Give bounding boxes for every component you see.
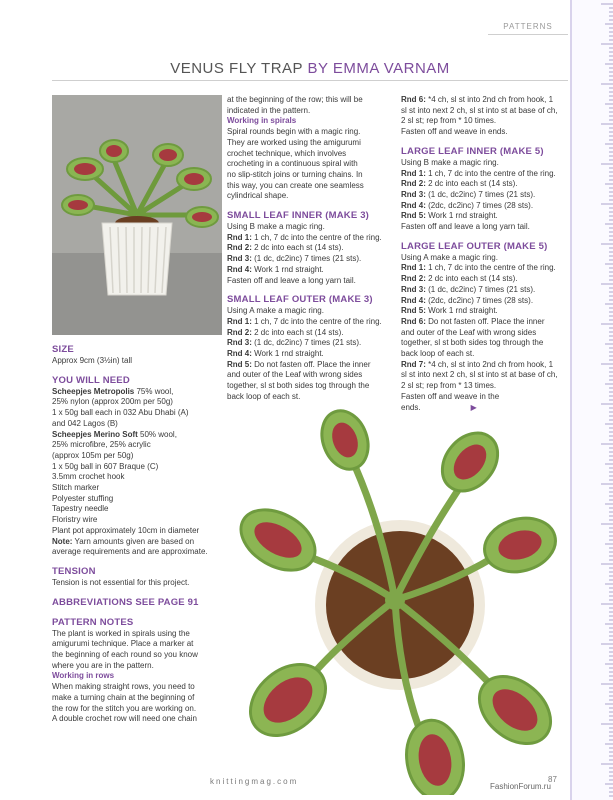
pattern-line: Rnd 2: 2 dc into each st (14 sts). xyxy=(227,327,344,337)
page-number: 87 xyxy=(548,775,557,784)
pattern-line: Using A make a magic ring. xyxy=(227,306,324,316)
material-line: Stitch marker xyxy=(52,483,100,493)
pattern-line: Fasten off and weave in ends. xyxy=(401,127,508,137)
pattern-line: together, sl st both sides tog through the xyxy=(227,381,370,391)
material-line: and 042 Lagos (B) xyxy=(52,418,118,428)
pattern-line: 2 sl st; rep from * 10 times. xyxy=(401,116,497,126)
title-author: EMMA VARNAM xyxy=(332,60,450,77)
pattern-line: Rnd 3: (1 dc, dc2inc) 7 times (21 sts). xyxy=(227,338,362,348)
material-line: Floristry wire xyxy=(52,515,98,525)
pattern-line: back loop of each st. xyxy=(401,349,475,359)
pattern-line: Fasten off and leave a long yarn tail. xyxy=(227,275,356,285)
rows-line: A double crochet row will need one chain xyxy=(52,714,197,724)
spirals-line: They are worked using the amigurumi xyxy=(227,137,361,147)
material-line: 25% microfibre, 25% acrylic xyxy=(52,440,151,450)
material-line: 1 x 50g ball in 607 Braque (C) xyxy=(52,461,159,471)
middle-column xyxy=(227,95,397,403)
intro-line: indicated in the pattern. xyxy=(227,105,311,115)
continue-arrow-icon[interactable]: ▶ xyxy=(470,402,477,412)
pattern-line: and outer of the Leaf with wrong sides xyxy=(401,327,537,337)
material-line: Note: Yarn amounts given are based on xyxy=(52,536,195,546)
pattern-line: Rnd 4: Work 1 rnd straight. xyxy=(227,349,324,359)
pattern-line: Rnd 4: Work 1 rnd straight. xyxy=(227,264,324,274)
rows-line: make a turning chain at the beginning of xyxy=(52,692,195,702)
pattern-line: sl st into next 2 ch, sl st into st at base of ch, xyxy=(401,105,558,115)
pattern-line: Rnd 3: (1 dc, dc2inc) 7 times (21 sts). xyxy=(401,189,536,199)
pattern-line: Rnd 2: 2 dc into each st (14 sts). xyxy=(227,243,344,253)
pattern-line: sl st into next 2 ch, sl st into st at base of ch, xyxy=(401,370,558,380)
pattern-line: Rnd 3: (1 dc, dc2inc) 7 times (21 sts). xyxy=(401,284,536,294)
notes-line: where you are in the pattern. xyxy=(52,660,154,670)
plant-top-view-illustration xyxy=(230,400,570,795)
section-tab: PATTERNS xyxy=(488,22,568,35)
pattern-notes-heading: PATTERN NOTES xyxy=(52,616,134,628)
spirals-line: no slip-stitch joins or turning chains. In xyxy=(227,169,363,179)
pattern-line: Rnd 2: 2 dc into each st (14 sts). xyxy=(401,179,518,189)
page-title xyxy=(52,60,568,81)
title-main: VENUS FLY TRAP xyxy=(170,60,303,77)
size-heading: SIZE xyxy=(52,344,74,355)
spirals-line: crochet technique, which involves xyxy=(227,148,347,158)
notes-line: the beginning of each round so you know xyxy=(52,650,198,660)
pattern-line: Rnd 7: *4 ch, sl st into 2nd ch from hook, 1 xyxy=(401,359,554,369)
material-line: Tapestry needle xyxy=(52,504,109,514)
left-column xyxy=(52,344,222,725)
abbreviations-heading: ABBREVIATIONS SEE PAGE 91 xyxy=(52,596,199,608)
material-line: 3.5mm crochet hook xyxy=(52,472,125,482)
material-line: Plant pot approximately 10cm in diameter xyxy=(52,525,200,535)
size-text: Approx 9cm (3½in) tall xyxy=(52,356,133,365)
large-leaf-inner-heading: LARGE LEAF INNER (MAKE 5) xyxy=(401,145,544,157)
small-leaf-inner-heading: SMALL LEAF INNER (MAKE 3) xyxy=(227,210,370,222)
ruler xyxy=(570,0,613,800)
tension-heading: TENSION xyxy=(52,565,96,577)
pattern-line: Rnd 1: 1 ch, 7 dc into the centre of the ring. xyxy=(227,232,382,242)
pattern-line: Rnd 1: 1 ch, 7 dc into the centre of the ring. xyxy=(227,316,382,326)
pattern-line: Rnd 1: 1 ch, 7 dc into the centre of the ring. xyxy=(401,168,556,178)
pattern-line: Using A make a magic ring. xyxy=(401,252,498,262)
working-in-spirals-heading: Working in spirals xyxy=(227,116,297,126)
pattern-line: Rnd 1: 1 ch, 7 dc into the centre of the ring. xyxy=(401,263,556,273)
pattern-line: Rnd 6: *4 ch, sl st into 2nd ch from hook, 1 xyxy=(401,95,554,104)
spirals-line: this way, you can create one seamless xyxy=(227,180,364,190)
pattern-line: Rnd 4: (2dc, dc2inc) 7 times (28 sts). xyxy=(401,200,534,210)
material-line: 25% nylon (approx 200m per 50g) xyxy=(52,397,173,407)
spirals-line: Spiral rounds begin with a magic ring. xyxy=(227,127,361,137)
tension-text: Tension is not essential for this project. xyxy=(52,577,190,587)
photo-plant-top-view xyxy=(230,400,570,795)
pattern-line: Rnd 5: Work 1 rnd straight. xyxy=(401,211,498,221)
pattern-line: 2 sl st; rep from * 13 times. xyxy=(401,381,497,391)
pattern-line: Rnd 3: (1 dc, dc2inc) 7 times (21 sts). xyxy=(227,254,362,264)
rows-line: When making straight rows, you need to xyxy=(52,682,195,692)
pattern-line: Using B make a magic ring. xyxy=(401,157,499,167)
rows-line: the row for the stitch you are working on. xyxy=(52,703,197,713)
pattern-line: together, sl st both sides tog through the xyxy=(401,338,544,348)
title-by: BY xyxy=(307,60,329,77)
pattern-line: Fasten off and weave in the ends. ▶ xyxy=(401,391,500,412)
small-leaf-outer-heading: SMALL LEAF OUTER (MAKE 3) xyxy=(227,294,373,306)
material-line: Scheepjes Merino Soft 50% wool, xyxy=(52,429,177,439)
pattern-line: and outer of the Leaf with wrong sides xyxy=(227,370,363,380)
pattern-line: Rnd 5: Do not fasten off. Place the inner xyxy=(227,359,371,369)
material-line: (approx 105m per 50g) xyxy=(52,450,134,460)
intro-line: at the beginning of the row; this will be xyxy=(227,95,363,104)
right-column xyxy=(401,95,569,413)
spirals-line: crocheting in a continuous spiral with xyxy=(227,159,358,169)
pattern-line: Rnd 4: (2dc, dc2inc) 7 times (28 sts). xyxy=(401,295,534,305)
pattern-line: Fasten off and leave a long yarn tail. xyxy=(401,222,530,232)
pattern-line: back loop of each st. xyxy=(227,391,301,401)
large-leaf-outer-heading: LARGE LEAF OUTER (MAKE 5) xyxy=(401,240,548,252)
photo-potted-plant xyxy=(52,95,222,335)
material-line: 1 x 50g ball each in 032 Abu Dhabi (A) xyxy=(52,408,189,418)
working-in-rows-heading: Working in rows xyxy=(52,671,115,681)
materials-list xyxy=(52,387,222,558)
pattern-line: Using B make a magic ring. xyxy=(227,222,325,232)
material-line: Polyester stuffing xyxy=(52,493,114,503)
footer-site: knittingmag.com xyxy=(210,777,299,786)
material-line: average requirements and are approximate. xyxy=(52,547,208,557)
potted-plant-illustration xyxy=(52,95,222,335)
notes-line: amigurumi technique. Place a marker at xyxy=(52,639,194,649)
watermark: FashionForum.ru xyxy=(490,782,551,791)
notes-line: The plant is worked in spirals using the xyxy=(52,628,190,638)
pattern-line: Rnd 6: Do not fasten off. Place the inner xyxy=(401,316,545,326)
pattern-line: Rnd 2: 2 dc into each st (14 sts). xyxy=(401,274,518,284)
pattern-line: Rnd 5: Work 1 rnd straight. xyxy=(401,306,498,316)
you-will-need-heading: YOU WILL NEED xyxy=(52,374,130,386)
ruler-ticks xyxy=(572,0,613,800)
spirals-line: cylindrical shape. xyxy=(227,191,289,201)
material-line: Scheepjes Metropolis 75% wool, xyxy=(52,386,174,396)
